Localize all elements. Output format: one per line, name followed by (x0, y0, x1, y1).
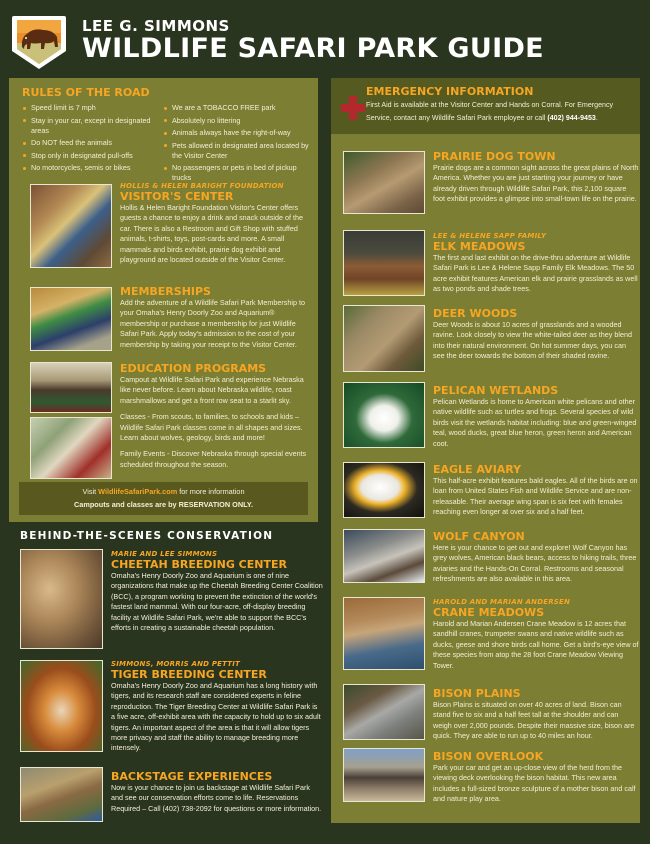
section-title: CHEETAH BREEDING CENTER (111, 558, 287, 571)
rules-title: RULES OF THE ROAD (22, 86, 150, 99)
section-title: CRANE MEADOWS (433, 606, 545, 619)
rule-item: Stay in your car, except in designated areas (22, 116, 162, 136)
section-title: PRAIRIE DOG TOWN (433, 150, 556, 163)
backstage-section (20, 767, 320, 825)
section-text: Park your car and get an up-close view of the herd from the viewing deck overlooking the bison habitat. This new area includes a full-sized bronze sculpture of a mother bison and calf and nature play area. (433, 763, 636, 804)
section-title: BISON PLAINS (433, 687, 521, 700)
right-panel (331, 78, 640, 823)
class-outdoor-photo (30, 417, 112, 479)
section-title: BISON OVERLOOK (433, 750, 544, 763)
section-text: Omaha's Henry Doorly Zoo and Aquarium is one of nine organizations that make up the Cheetah Breeding Center Coalition (BCC), a program working to prevent the extinction of the world's fastest land mammal. With our four-acre, off-display breeding facility at Wildlife Safari Park, we're able to support the BCC's efforts in creating a sustainable cheetah population. (111, 571, 323, 633)
exhibit-bison-plains (337, 684, 637, 744)
reservation-strong: RESERVATION ONLY. (178, 499, 253, 509)
header-title-big: WILDLIFE SAFARI PARK GUIDE (82, 33, 544, 64)
section-text: The first and last exhibit on the drive-thru adventure at Wildlife Safari Park is Lee & Helene Sapp Family Elk Meadows. The 50 acre exhibit features American elk and prairie grasslands as well as two ponds and shade trees. (433, 253, 638, 294)
section-subtitle: HAROLD AND MARIAN ANDERSEN (433, 598, 571, 606)
info-text: Visit (82, 487, 99, 496)
emergency-phone[interactable]: (402) 944-9453 (547, 113, 596, 122)
section-title: ELK MEADOWS (433, 240, 526, 253)
section-title: WOLF CANYON (433, 530, 525, 543)
exhibit-prairie-dog-town (337, 149, 637, 213)
rule-item: No passengers or pets in bed of pickup trucks (163, 163, 313, 183)
family-visitor-center-photo (30, 184, 112, 268)
rule-item: No motorcycles, semis or bikes (22, 163, 162, 173)
rule-item: Animals always have the right-of-way (163, 128, 313, 138)
section-subtitle: HOLLIS & HELEN BARIGHT FOUNDATION (120, 182, 284, 190)
bison-car-photo (343, 684, 425, 740)
section-text: Harold and Marian Andersen Crane Meadow is 12 acres that sandhill cranes, trumpeter swans and native wildlife such as ducks, geese and shore birds call home. Get a bird's-eye view of these species from atop the 28 foot Crane Meadow Viewing Tower. (433, 619, 639, 670)
red-cross-icon (341, 96, 365, 120)
rules-list-b (163, 103, 313, 186)
section-title: BACKSTAGE EXPERIENCES (111, 770, 273, 783)
section-text: This half-acre exhibit features bald eagles. All of the birds are on loan from United States Fish and Wildlife Service and are non-releasable. Their average wing span is six feet with females reaching even longer at over six and a half feet. (433, 476, 638, 517)
info-bar (19, 482, 308, 515)
bison-overlook-photo (343, 748, 425, 802)
section-title: VISITOR'S CENTER (120, 190, 234, 203)
section-subtitle: SIMMONS, MORRIS AND PETTIT (111, 660, 241, 668)
info-text: for more information (177, 487, 245, 496)
section-title: PELICAN WETLANDS (433, 384, 559, 397)
prairie-dogs-photo (343, 151, 425, 214)
pelican-photo (343, 382, 425, 448)
deer-photo (343, 305, 425, 372)
conservation-title: BEHIND-THE-SCENES CONSERVATION (20, 530, 274, 542)
section-text: Campout at Wildlife Safari Park and experience Nebraska like never before. Learn about Nebraska wildlife, roast marshmallows and get a front row seat to a starlit sky. (120, 375, 304, 405)
memberships-section (20, 285, 315, 357)
education-section (20, 362, 315, 469)
section-text: Now is your chance to join us backstage at Wildlife Safari Park and see our conservation efforts come to life. Reservations Required – Call (402) 738-2092 for questions or more information. (111, 783, 322, 813)
exhibit-crane-meadows (337, 597, 637, 672)
section-title: EDUCATION PROGRAMS (120, 362, 267, 375)
section-text: Prairie dogs are a common sight across the great plains of North America. Whether you are just starting your journey or have already driven through Wildlife Safari Park, this 2,100 square foot exhibit provides a glimpse into small-town life on the prairie. (433, 163, 639, 204)
emergency-text: First Aid is available at the Visitor Center and Hands on Corral. For Emergency Service, contact any Wildlife Safari Park employee or call (402) 944-9453. (366, 101, 614, 122)
tiger-photo (20, 660, 103, 752)
exhibit-deer-woods (337, 305, 637, 375)
emergency-box (331, 78, 640, 134)
section-text: Bison Plains is situated on over 40 acres of land. Bison can stand five to six and a half feet tall at the shoulder and can weigh over 2,000 pounds. Despite their massive size, bison are quick. They are able to run up to 40 miles an hour. (433, 700, 635, 741)
section-title: EAGLE AVIARY (433, 463, 522, 476)
wolves-photo (343, 529, 425, 583)
section-text: Omaha's Henry Doorly Zoo and Aquarium has a long history with tigers, and its research staff are considered experts in feline reproduction. The Tiger Breeding Center at Wildlife Safari Park is a five acre, off-exhibit area with the capacity to hold up to six adult tigers. An important aspect of the area is that it will allow tigers more privacy and staff the ability to manage breeding more intensely. (111, 681, 321, 753)
cheetah-cubs-photo (20, 549, 103, 649)
family-memberships-photo (30, 287, 112, 351)
section-text: Classes - From scouts, to families, to schools and kids – Wildlife Safari Park classes come in all shapes and sizes. Learn about wolves, geology, birds and more! (120, 412, 303, 443)
section-title: MEMBERSHIPS (120, 285, 211, 298)
emergency-title: EMERGENCY INFORMATION (366, 85, 534, 98)
rule-item: Speed limit is 7 mph (22, 103, 162, 113)
exhibit-pelican-wetlands (337, 382, 637, 452)
visitor-center-section (20, 182, 315, 268)
exhibit-elk-meadows (337, 230, 637, 298)
rule-item: Absolutely no littering (163, 116, 313, 126)
section-subtitle: MARIE AND LEE SIMMONS (111, 550, 218, 558)
exhibit-bison-overlook (337, 748, 637, 808)
header (0, 0, 650, 76)
bison-shield-logo-icon (10, 13, 68, 71)
bald-eagle-photo (343, 462, 425, 518)
rule-item: Stop only in designated pull-offs (22, 151, 162, 161)
rule-item: We are a TOBACCO FREE park (163, 103, 313, 113)
left-panel (9, 78, 318, 522)
crane-photo (343, 597, 425, 670)
exhibit-wolf-canyon (337, 529, 637, 589)
header-title-small: LEE G. SIMMONS (82, 17, 230, 35)
cheetah-section (20, 549, 323, 649)
rules-list-a (22, 103, 162, 176)
tiger-section (20, 659, 320, 753)
section-title: DEER WOODS (433, 307, 518, 320)
section-text: Hollis & Helen Baright Foundation Visitor's Center offers guests a chance to enjoy a drink and snack outside of the car. There is also a Restroom and Gift Shop with stuffed animals, t-shirts, toys, post-cards and more. A small mammals and birds exhibit, prairie dog exhibit and playground are located outside of the Visitor Center. (120, 203, 304, 265)
section-text: Pelican Wetlands is home to American white pelicans and other native wildlife such as turtles and frogs. Several species of wild birds visit the wetlands habitat including: blue and green-winged teal, wood ducks, great blue heron, green heron and American coot. (433, 397, 637, 448)
section-title: TIGER BREEDING CENTER (111, 668, 267, 681)
section-text: Add the adventure of a Wildlife Safari Park Membership to your Omaha's Henry Doorly Zoo and Aquarium® membership or purchase a membership for just Wildlife Safari Park. Apply today's admission to the cost of your membership by taking your receipt to the Visitor Center. (120, 298, 305, 349)
reservation-text: Campouts and classes are by (74, 499, 179, 509)
elk-photo (343, 230, 425, 296)
rule-item: Do NOT feed the animals (22, 138, 162, 148)
section-text: Family Events - Discover Nebraska through special events scheduled throughout the season. (120, 449, 307, 469)
backstage-cheetahs-photo (20, 767, 103, 822)
campout-tent-photo (30, 362, 112, 413)
section-text: Deer Woods is about 10 acres of grasslands and a wooded ravine. Look closely to view the white-tailed deer as they blend into their natural environment. On hot summer days, you can see the deer towards the bottom of their shaded ravine. (433, 320, 632, 361)
section-text: Here is your chance to get out and explore! Wolf Canyon has grey wolves, American black bears, access to hiking trails, three aviaries and the Hands-On Corral. Restrooms and seasonal refreshments are also available in this area. (433, 543, 637, 584)
exhibit-eagle-aviary (337, 462, 637, 522)
rule-item: Pets allowed in designated area located by the Visitor Center (163, 141, 313, 161)
section-subtitle: LEE & HELENE SAPP FAMILY (433, 232, 547, 240)
website-link[interactable]: WildlifeSafariPark.com (98, 487, 178, 496)
